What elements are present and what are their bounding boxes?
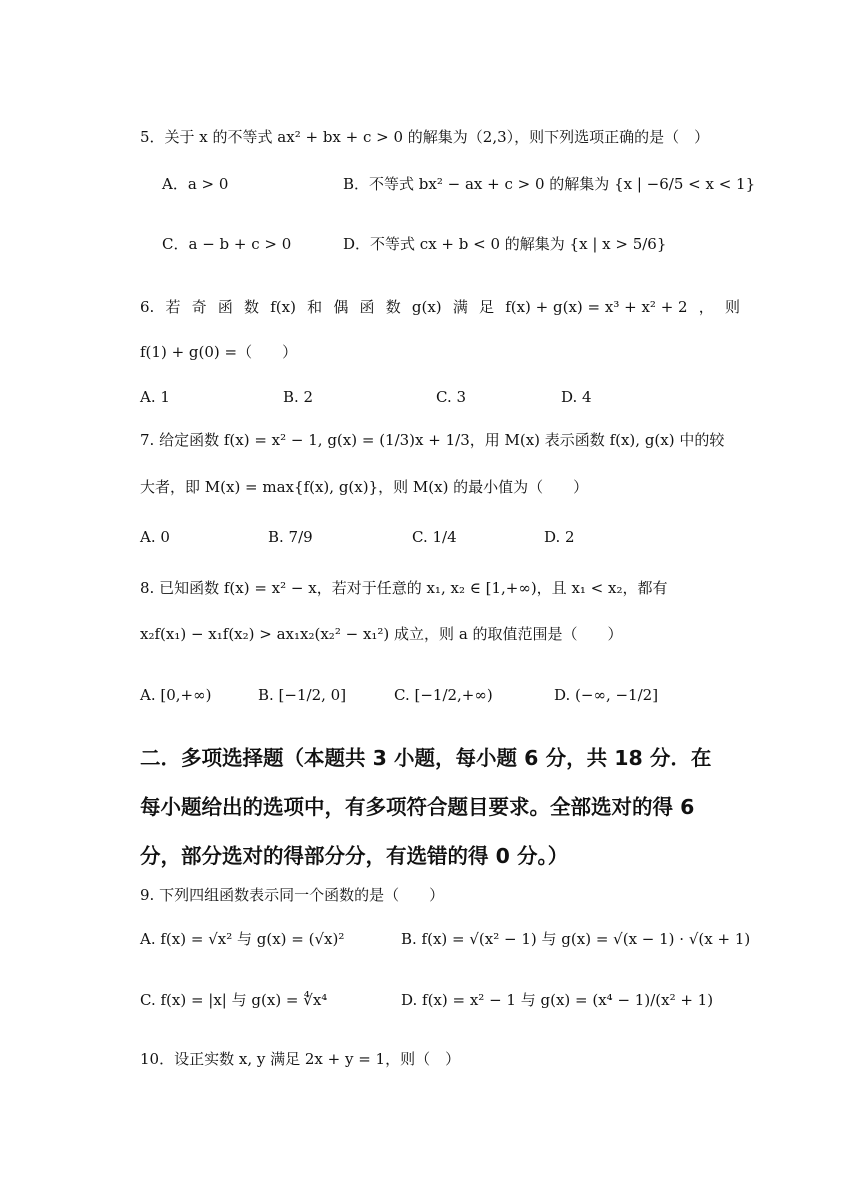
- q6-stem-part: 若: [165, 298, 181, 316]
- q8-stem: 8. 已知函数 f(x) = x² − x，若对于任意的 x₁, x₂ ∈ [1,+∞)，且 x₁ < x₂，都有: [140, 579, 668, 597]
- q5-option-d: D．不等式 cx + b < 0 的解集为 {x | x > 5/6}: [343, 235, 667, 253]
- q9-option-c: C. f(x) = |x| 与 g(x) = ∜x⁴: [140, 991, 328, 1009]
- q5-option-b: B．不等式 bx² − ax + c > 0 的解集为 {x | −6/5 < x < 1}: [343, 175, 756, 193]
- q6-stem-part: 偶: [333, 298, 349, 316]
- q6-stem-part: 函: [217, 298, 233, 316]
- q7-stem: 7. 给定函数 f(x) = x² − 1, g(x) = (1/3)x + 1/3，用 M(x) 表示函数 f(x), g(x) 中的较: [140, 431, 725, 449]
- q9-stem: 9. 下列四组函数表示同一个函数的是（ ）: [140, 886, 445, 904]
- q7-option-a: A. 0: [140, 528, 170, 546]
- q6-stem-cont: f(1) + g(0) =（ ）: [140, 343, 298, 361]
- q6-stem-part: ，: [698, 298, 714, 316]
- q6-stem-part: 6.: [140, 298, 155, 316]
- q9-option-d: D. f(x) = x² − 1 与 g(x) = (x⁴ − 1)/(x² + 1): [401, 991, 714, 1009]
- q6-stem-part: f(x) + g(x) = x³ + x² + 2: [505, 298, 688, 316]
- q8-option-c: C. [−1/2,+∞): [394, 686, 493, 704]
- q6-stem-part: g(x): [411, 298, 442, 316]
- q6-stem-part: 数: [244, 298, 260, 316]
- q9-option-a: A. f(x) = √x² 与 g(x) = (√x)²: [140, 930, 345, 948]
- q7-stem-cont: 大者，即 M(x) = max{f(x), g(x)}，则 M(x) 的最小值为（ ）: [140, 478, 589, 496]
- section2-heading-line3: 分，部分选对的得部分分，有选错的得 0 分。）: [140, 844, 569, 868]
- q7-option-d: D. 2: [544, 528, 575, 546]
- q8-option-a: A. [0,+∞): [140, 686, 212, 704]
- q10-stem: 10．设正实数 x, y 满足 2x + y = 1，则（ ）: [140, 1050, 461, 1068]
- q6-option-a: A. 1: [140, 388, 170, 406]
- q6-stem-part: 则: [724, 298, 740, 316]
- q6-option-b: B. 2: [283, 388, 314, 406]
- q6-option-d: D. 4: [561, 388, 592, 406]
- q5-option-c: C．a − b + c > 0: [162, 235, 292, 253]
- q9-option-b: B. f(x) = √(x² − 1) 与 g(x) = √(x − 1) · √(x + 1): [401, 930, 751, 948]
- q5-stem: 5．关于 x 的不等式 ax² + bx + c > 0 的解集为（2,3），则下列选项正确的是（ ）: [140, 128, 710, 146]
- q8-option-d: D. (−∞, −1/2]: [554, 686, 659, 704]
- q6-stem-part: 足: [479, 298, 495, 316]
- q6-stem-part: 奇: [191, 298, 207, 316]
- q8-stem-cont: x₂f(x₁) − x₁f(x₂) > ax₁x₂(x₂² − x₁²) 成立，则 a 的取值范围是（ ）: [140, 625, 623, 643]
- q6-stem: [140, 300, 740, 315]
- q6-option-c: C. 3: [436, 388, 467, 406]
- q5-option-a: A．a > 0: [162, 175, 229, 193]
- section2-heading-line2: 每小题给出的选项中，有多项符合题目要求。全部选对的得 6: [140, 795, 695, 819]
- q7-option-c: C. 1/4: [412, 528, 457, 546]
- section2-heading-line1: 二．多项选择题（本题共 3 小题，每小题 6 分，共 18 分．在: [140, 746, 712, 770]
- q8-option-b: B. [−1/2, 0]: [258, 686, 347, 704]
- q7-option-b: B. 7/9: [268, 528, 313, 546]
- q6-stem-part: 函: [359, 298, 375, 316]
- q6-stem-part: f(x): [270, 298, 296, 316]
- q6-stem-part: 和: [307, 298, 323, 316]
- q6-stem-part: 数: [385, 298, 401, 316]
- q6-stem-part: 满: [452, 298, 468, 316]
